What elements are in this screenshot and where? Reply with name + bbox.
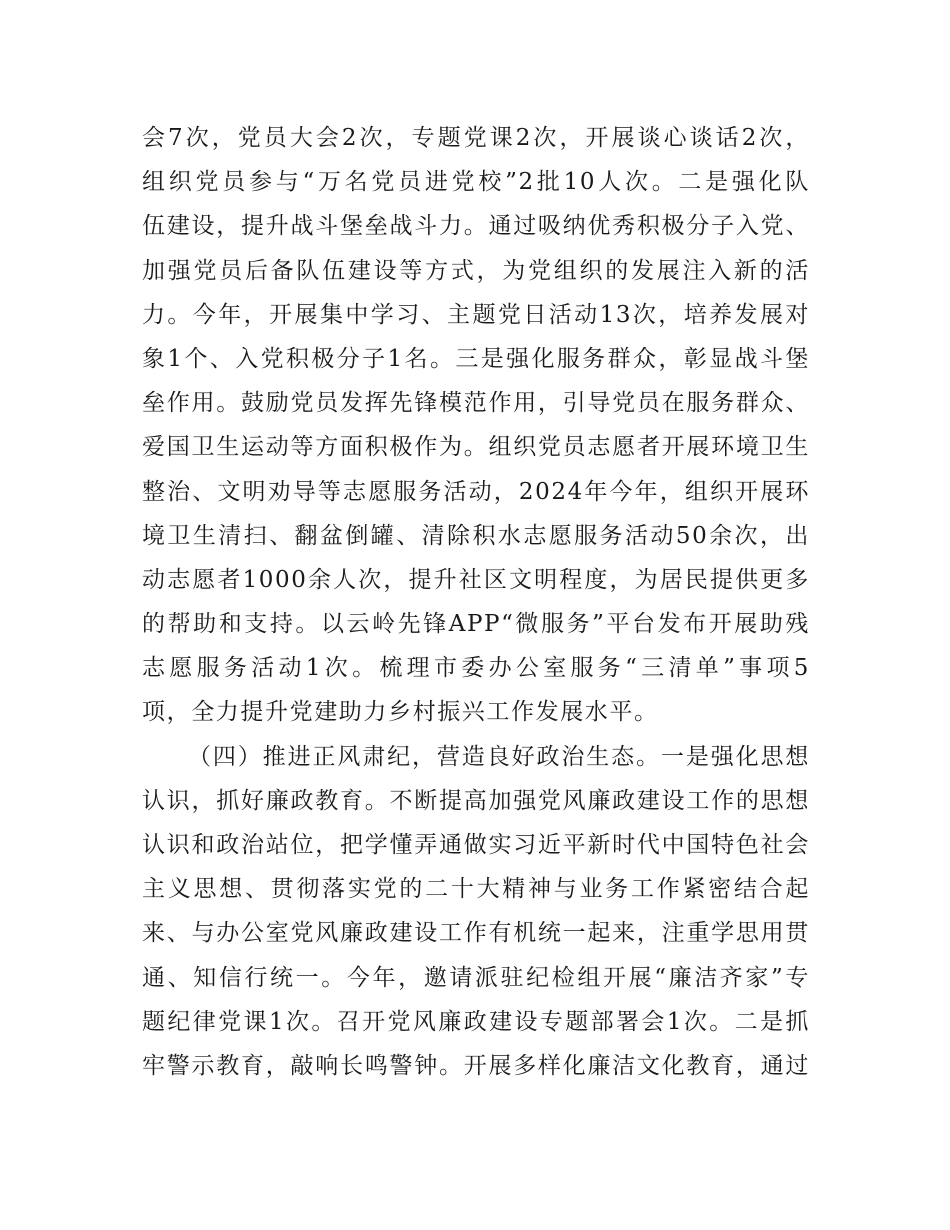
text-line: 主义思想、贯彻落实党的二十大精神与业务工作紧密结合起 — [142, 876, 810, 903]
text-line: 动志愿者1000余人次，提升社区文明程度，为居民提供更多 — [142, 566, 810, 593]
paragraph-section-four — [142, 735, 810, 1089]
text-line: 会7次，党员大会2次，专题党课2次，开展谈心谈话2次， — [142, 125, 810, 151]
text-line: 象1个、入党积极分子1名。三是强化服务群众，彰显战斗堡 — [142, 345, 810, 372]
text-line: 爱国卫生运动等方面积极作为。组织党员志愿者开展环境卫生 — [142, 434, 810, 461]
text-line: 认识，抓好廉政教育。不断提高加强党风廉政建设工作的思想 — [142, 787, 810, 814]
text-line: 伍建设，提升战斗堡垒战斗力。通过吸纳优秀积极分子入党、 — [142, 213, 810, 240]
document-body — [142, 116, 810, 1088]
text-line: 加强党员后备队伍建设等方式，为党组织的发展注入新的活 — [142, 257, 810, 284]
text-line: 通、知信行统一。今年，邀请派驻纪检组开展“廉洁齐家”专 — [142, 964, 810, 991]
text-line: 志愿服务活动1次。梳理市委办公室服务“三清单”事项5 — [142, 655, 810, 682]
paragraph-party-building — [142, 116, 810, 735]
text-line: 的帮助和支持。以云岭先锋APP“微服务”平台发布开展助残 — [142, 611, 810, 638]
text-line: 认识和政治站位，把学懂弄通做实习近平新时代中国特色社会 — [142, 832, 810, 858]
text-line: 组织党员参与“万名党员进党校”2批10人次。二是强化队 — [142, 169, 810, 196]
text-line: 境卫生清扫、翻盆倒罐、清除积水志愿服务活动50余次，出 — [142, 522, 810, 549]
text-line: 力。今年，开展集中学习、主题党日活动13次，培养发展对 — [142, 301, 810, 328]
text-line: 题纪律党课1次。召开党风廉政建设专题部署会1次。二是抓 — [142, 1008, 810, 1035]
text-line: 来、与办公室党风廉政建设工作有机统一起来，注重学思用贯 — [142, 920, 810, 947]
section-heading-line: （四）推进正风肃纪，营造良好政治生态。一是强化思想 — [188, 743, 810, 770]
text-line: 垒作用。鼓励党员发挥先锋模范作用，引导党员在服务群众、 — [142, 390, 810, 417]
text-line: 项，全力提升党建助力乡村振兴工作发展水平。 — [142, 699, 659, 726]
text-line: 牢警示教育，敲响长鸣警钟。开展多样化廉洁文化教育，通过 — [142, 1052, 810, 1079]
text-line: 整治、文明劝导等志愿服务活动，2024年今年，组织开展环 — [142, 478, 810, 505]
